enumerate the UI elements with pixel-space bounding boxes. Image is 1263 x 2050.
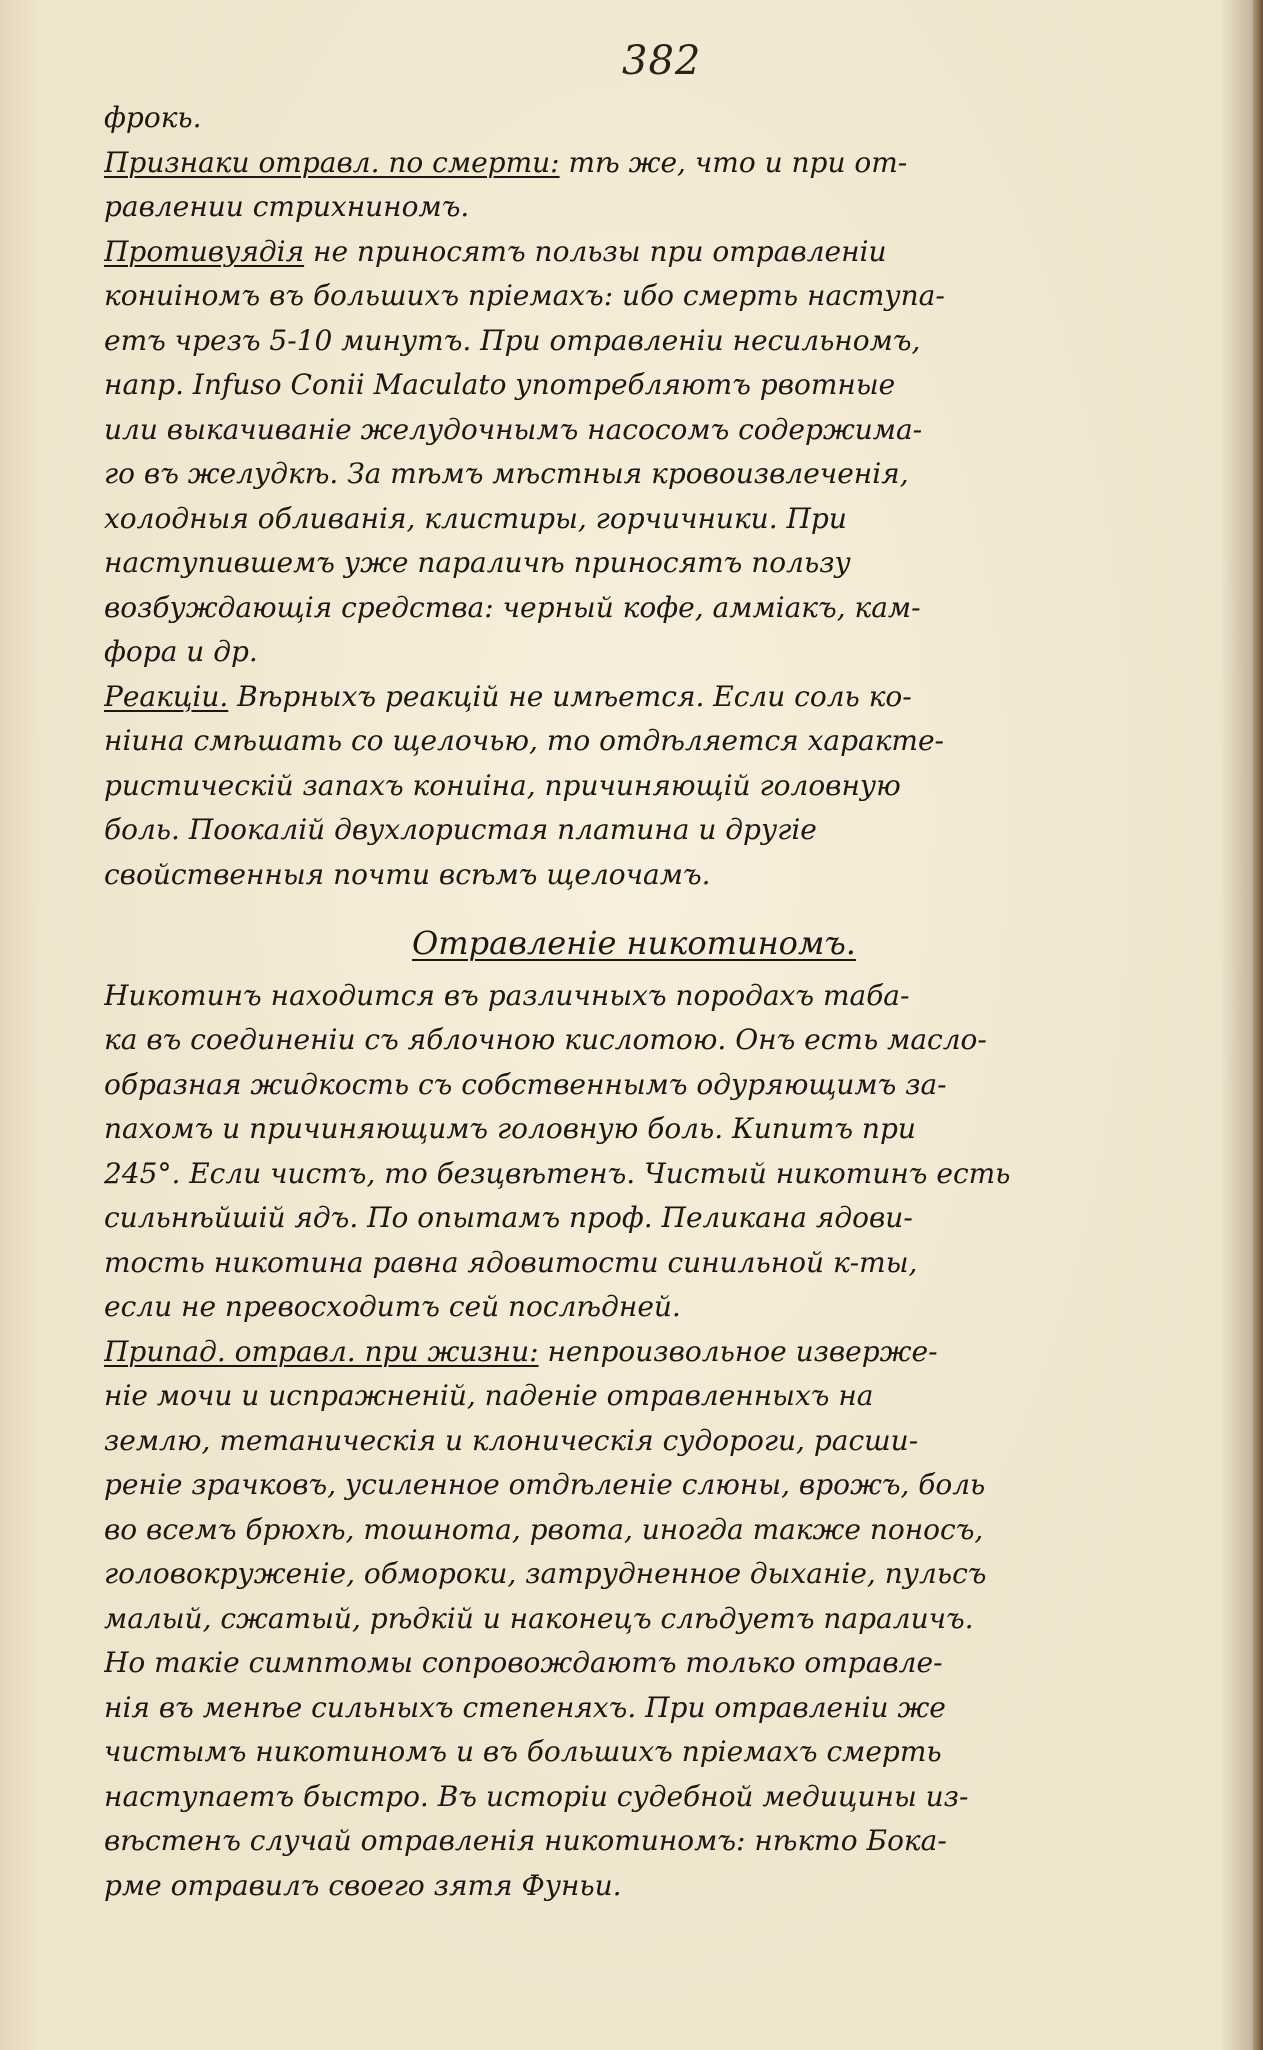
text-line: образная жидкость съ собственнымъ одуряющимъ за- — [104, 1067, 947, 1101]
text-line: боль. Поокалiй двухлористая платина и другiе — [104, 813, 817, 846]
text-line: равлении стрихниномъ. — [104, 190, 470, 223]
text-line: свойственныя почти всѣмъ щелочамъ. — [104, 857, 711, 891]
text-line: малый, сжатый, рѣдкiй и наконецъ слѣдуетъ параличъ. — [104, 1601, 974, 1635]
text-line: нiина смѣшать со щелочью, то отдѣляется характе- — [104, 724, 944, 757]
text-line: холодныя обливанiя, клистиры, горчичники. При — [104, 501, 847, 535]
text-line: фора и др. — [104, 635, 258, 668]
text-line: наступаетъ быстро. Въ исторiи судебной медицины из- — [104, 1779, 969, 1813]
text-line: тость никотина равна ядовитости синильной к-ты, — [104, 1245, 918, 1279]
text-fragment: Вѣрныхъ реакцiй не имѣется. Если соль ко- — [228, 679, 912, 713]
text-line: пахомъ и причиняющимъ головную боль. Кипитъ при — [104, 1112, 916, 1145]
handwritten-text — [104, 96, 1194, 1908]
section-heading-text: Отравленiе никотиномъ. — [412, 924, 856, 962]
text-fragment: непроизвольное изверже- — [538, 1334, 938, 1368]
text-line: вѣстенъ случай отравленiя никотиномъ: нѣкто Бока- — [104, 1824, 947, 1857]
text-line: го въ желудкѣ. За тѣмъ мѣстныя кровоизвлеченiя, — [104, 457, 909, 490]
text-line: напр. Infuso Conii Maculato употребляютъ рвотные — [104, 368, 896, 401]
text-line: сильнѣйшiй ядъ. По опытамъ проф. Пеликана ядови- — [104, 1201, 913, 1234]
text-line: наступившемъ уже параличѣ приносятъ пользу — [104, 546, 851, 579]
page-number: 382 — [622, 38, 702, 84]
text-line: если не превосходитъ сей послѣдней. — [104, 1290, 681, 1323]
section-label-reactions: Реакцiи. — [104, 679, 229, 713]
text-line: кониiномъ въ большихъ прiемахъ: ибо смерть наступа- — [104, 279, 945, 312]
text-line: головокруженiе, обмороки, затрудненное дыханiе, пульсъ — [104, 1557, 987, 1590]
text-line: ристическiй запахъ кониiна, причиняющiй головную — [104, 768, 901, 802]
text-line: етъ чрезъ 5-10 минутъ. При отравленiи несильномъ, — [104, 323, 921, 357]
text-fragment: тѣ же, что и при от- — [559, 145, 908, 179]
text-line — [104, 230, 1194, 275]
text-line: ка въ соединенiи съ яблочною кислотою. Онъ есть масло- — [104, 1023, 987, 1056]
text-line: возбуждающiя средства: черный кофе, аммiакъ, кам- — [104, 590, 921, 624]
section-label-symptoms: Припад. отравл. при жизни: — [104, 1334, 539, 1368]
text-line: ренiе зрачковъ, усиленное отдѣленiе слюны, врожъ, боль — [104, 1468, 986, 1501]
text-line — [104, 675, 1194, 720]
text-line — [104, 1330, 1194, 1375]
text-line: чистымъ никотиномъ и въ большихъ прiемахъ смерть — [104, 1735, 942, 1768]
text-line — [104, 141, 1194, 186]
text-line: нiя въ менѣе сильныхъ степеняхъ. При отравленiи же — [104, 1690, 946, 1724]
section-label-death-signs: Признаки отравл. по смерти: — [104, 145, 560, 179]
text-fragment: не приносятъ пользы при отравленiи — [304, 234, 887, 268]
section-heading — [104, 921, 1194, 966]
text-line: рме отравилъ своего зятя Фуньи. — [104, 1868, 622, 1902]
text-line: фрокь. — [104, 101, 202, 134]
text-line: Но такiе симптомы сопровождаютъ только отравле- — [104, 1646, 943, 1679]
text-line: Никотинъ находится въ различныхъ породахъ таба- — [104, 978, 910, 1012]
text-line: или выкачиванiе желудочнымъ насосомъ содержима- — [104, 412, 923, 446]
text-line: нiе мочи и испражненiй, паденiе отравленныхъ на — [104, 1379, 874, 1412]
section-label-antidotes: Противуядiя — [104, 234, 305, 268]
text-line: 245°. Если чистъ, то безцвѣтенъ. Чистый никотинъ есть — [104, 1156, 1011, 1190]
book-spine-shadow — [1253, 0, 1263, 2050]
text-line: во всемъ брюхѣ, тошнота, рвота, иногда также поносъ, — [104, 1512, 984, 1546]
text-line: землю, тетаническiя и клоническiя судороги, расши- — [104, 1423, 919, 1457]
